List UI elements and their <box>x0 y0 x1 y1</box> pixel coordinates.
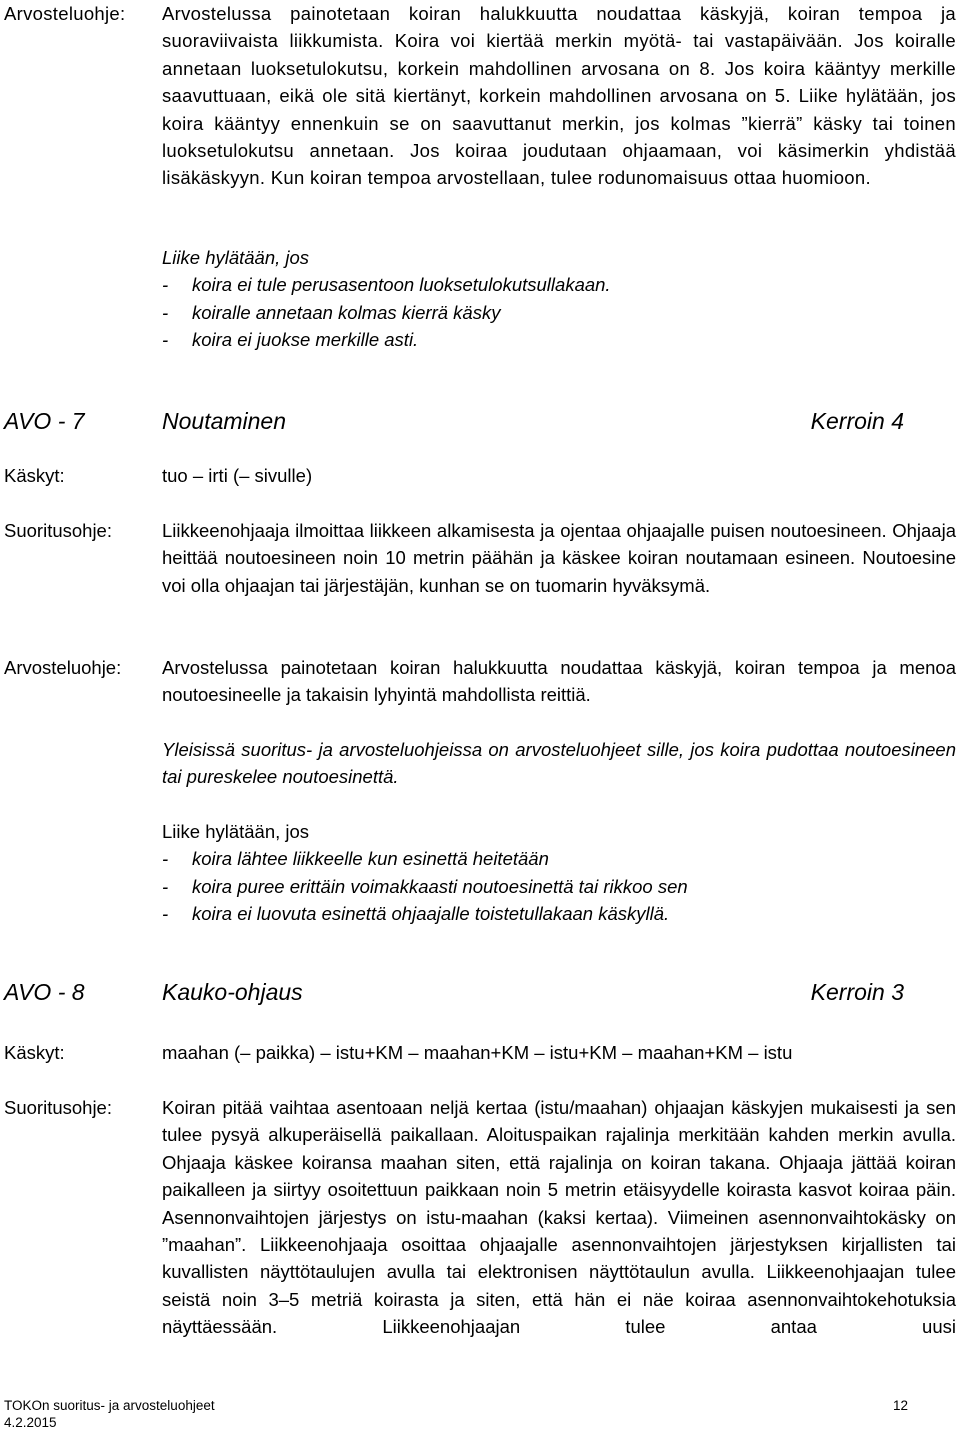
reject-intro: Liike hylätään, jos <box>162 821 310 842</box>
reject-list <box>162 845 956 927</box>
exercise-title: Kauko-ohjaus <box>162 979 303 1005</box>
exercise-coefficient: Kerroin 3 <box>810 979 904 1005</box>
grading-paragraph: Arvostelussa painotetaan koiran halukkuutta noudattaa käskyjä, koiran tempoa ja suoraviivaista liikkumista. Koira voi kiertää merkin myötä- tai vastapäivään. Jos koiralle annetaan luoksetulokutsu, korkein mahdollinen arvosana on 8. Jos koira kääntyy merkille saavuttuaan, eikä ole sitä kiertänyt, korkein mahdollinen arvosana on 5. Liike hylätään, jos koira kääntyy ennenkuin se on saavuttanut merkin, jos kolmas ”kierrä” käsky tai toinen luoksetulokutsu annetaan. Jos koiraa joudutaan ohjaamaan, voi käsimerkin yhdistää lisäkäskyyn. Kun koiran tempoa arvostellaan, tulee rodunomaisuus ottaa huomioon. <box>162 3 956 189</box>
exercise-number: AVO - 8 <box>4 979 85 1005</box>
grading-text <box>162 0 956 192</box>
list-item: - koira puree erittäin voimakkaasti noutoesinettä tai rikkoo sen <box>162 873 956 900</box>
footer-doc-title: TOKOn suoritus- ja arvosteluohjeet <box>4 1398 215 1413</box>
reject-list-block <box>162 244 956 354</box>
commands-text: tuo – irti (– sivulle) <box>162 465 313 486</box>
commands-label: Käskyt: <box>4 465 65 486</box>
list-item: - koira ei juokse merkille asti. <box>162 326 956 353</box>
commands-text: maahan (– paikka) – istu+KM – maahan+KM – istu+KM – maahan+KM – istu <box>162 1042 793 1063</box>
grading-text: Arvostelussa painotetaan koiran halukkuutta noudattaa käskyjä, koiran tempoa ja menoa noutoesineelle ja takaisin lyhyintä mahdollista reittiä. <box>162 657 956 706</box>
reject-intro: Liike hylätään, jos <box>162 247 310 268</box>
grading-label: Arvosteluohje: <box>4 3 126 24</box>
list-item: - koira ei luovuta esinettä ohjaajalle toistetullakaan käskyllä. <box>162 900 956 927</box>
commands-label: Käskyt: <box>4 1042 65 1063</box>
instructions-label: Suoritusohje: <box>4 520 112 541</box>
page-number: 12 <box>892 1398 908 1413</box>
page-footer <box>4 1397 908 1431</box>
general-note: Yleisissä suoritus- ja arvosteluohjeissa on arvosteluohjeet sille, jos koira pudottaa noutoesineen tai pureskelee noutoesinettä. <box>162 739 956 788</box>
exercise-number: AVO - 7 <box>4 408 85 434</box>
instructions-text: Koiran pitää vaihtaa asentoaan neljä kertaa (istu/maahan) ohjaajan käskyjen mukaisesti ja sen tulee pysyä alkuperäisellä paikallaan. Aloituspaikan rajalinja merkitään kahden merkin avulla. Ohjaaja käskee koiransa maahan siten, että rajalinja on koiran takana. Ohjaaja jättää koiran paikalleen ja siirtyy osoitettuun paikkaan noin 5 metrin etäisyydelle koirasta kasvot koiraa päin. Asennonvaihtojen järjestys on istu-maahan (kaksi kertaa). Viimeinen asennonvaihtokäsky on ”maahan”. Liikkeenohjaaja osoittaa ohjaajalle asennonvaihtojen järjestyksen kirjallisten tai kuvallisten näyttötaulujen avulla tai elektronisen näyttötaulun avulla. Liikkeenohjaajan tulee seistä noin 3–5 metriä koirasta ja siten, että hän ei näe koiraa asennonvaihtokehotuksia näyttäessään. Liikkeenohjaajan tulee antaa uusi <box>162 1097 956 1338</box>
instructions-text: Liikkeenohjaaja ilmoittaa liikkeen alkamisesta ja ojentaa ohjaajalle puisen noutoesineen. Ohjaaja heittää noutoesineen noin 10 metrin päähän ja käskee koiran noutamaan esineen. Noutoesine voi olla ohjaajan tai järjestäjän, kunhan se on tuomarin hyväksymä. <box>162 520 956 596</box>
reject-list-block <box>162 818 956 928</box>
list-item: - koira ei tule perusasentoon luoksetulokutsullakaan. <box>162 271 956 298</box>
exercise-title: Noutaminen <box>162 408 287 434</box>
list-item: - koira lähtee liikkeelle kun esinettä heitetään <box>162 845 956 872</box>
list-item: - koiralle annetaan kolmas kierrä käsky <box>162 299 956 326</box>
footer-date: 4.2.2015 <box>4 1415 57 1430</box>
exercise-coefficient: Kerroin 4 <box>810 408 904 434</box>
instructions-label: Suoritusohje: <box>4 1097 112 1118</box>
grading-label: Arvosteluohje: <box>4 657 122 678</box>
reject-list <box>162 271 956 353</box>
